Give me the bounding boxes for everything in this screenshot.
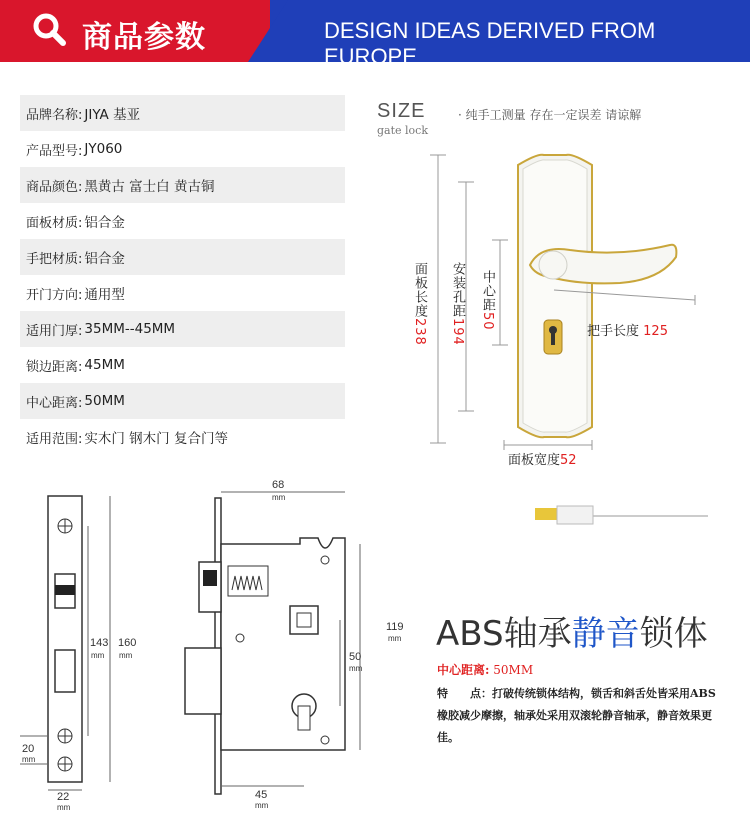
dim-22: 22 (57, 791, 70, 803)
header-slogan: DESIGN IDEAS DERIVED FROM EUROPE (324, 18, 656, 69)
dim-160: 160 (118, 637, 137, 649)
spec-value: 通用型 (84, 287, 125, 303)
spec-row (20, 419, 345, 455)
dim-unit: mm (272, 493, 286, 502)
spec-row (20, 383, 345, 419)
dim-unit: mm (255, 801, 269, 810)
spec-row (20, 131, 345, 167)
spec-value: 50MM (84, 393, 125, 409)
spec-key: 适用范围: (26, 431, 83, 447)
dim-68: 68 (272, 479, 285, 491)
spec-key: 锁边距离: (26, 359, 83, 375)
spec-key: 产品型号: (26, 143, 83, 159)
size-title: SIZE (377, 100, 426, 122)
latch-illustration (530, 500, 710, 530)
panel-length-label: 面板长度238 (412, 262, 427, 346)
abs-feature-text: 特 点：打破传统锁体结构，锁舌和斜舌处皆采用ABS橡胶减少摩擦，轴承处采用双滚轮静音轴承，静音效果更佳。 (437, 687, 716, 744)
spec-value: 铝合金 (84, 215, 125, 231)
spec-key: 品牌名称: (26, 107, 83, 123)
spec-key: 商品颜色: (26, 179, 83, 195)
spec-key: 手把材质: (26, 251, 83, 267)
spec-key: 适用门厚: (26, 323, 83, 339)
size-note: · 纯手工测量 存在一定误差 请谅解 (458, 108, 642, 122)
dim-143: 143 (90, 637, 109, 649)
lock-body-technical-drawing (0, 478, 420, 828)
dim-unit: mm (349, 664, 363, 673)
size-subtitle: gate lock (377, 124, 428, 137)
spec-value: 45MM (84, 357, 125, 373)
spec-key: 面板材质: (26, 215, 83, 231)
dim-unit: mm (91, 651, 105, 660)
dim-50: 50 (349, 651, 362, 663)
spec-table (20, 95, 345, 455)
dim-unit: mm (22, 755, 36, 764)
handle-length-label: 把手长度 125 (587, 324, 668, 339)
header-divider (248, 0, 288, 62)
spec-row (20, 347, 345, 383)
abs-center-distance: 中心距离: 50MM (437, 663, 534, 677)
page-title: 商品参数 (82, 20, 206, 55)
spec-value: 铝合金 (84, 251, 125, 267)
spec-value: 35MM--45MM (84, 321, 176, 337)
center-distance-label: 中心距50 (480, 270, 495, 331)
spec-key: 开门方向: (26, 287, 83, 303)
abs-title: ABS轴承静音锁体 (436, 614, 708, 654)
spec-row (20, 167, 345, 203)
dim-20: 20 (22, 743, 35, 755)
panel-width-label: 面板宽度52 (508, 453, 577, 468)
dim-unit: mm (119, 651, 133, 660)
spec-key: 中心距离: (26, 395, 83, 411)
spec-row (20, 239, 345, 275)
dim-unit: mm (57, 803, 71, 812)
dim-unit: mm (388, 634, 402, 643)
header-bar (0, 0, 750, 69)
dim-119: 119 (386, 621, 404, 633)
spec-row (20, 311, 345, 347)
spec-row (20, 203, 345, 239)
spec-value: 实木门 钢木门 复合门等 (84, 431, 228, 447)
spec-value: 黑黄古 富士白 黄古铜 (84, 179, 215, 195)
spec-row (20, 275, 345, 311)
search-icon (32, 12, 66, 46)
dim-45: 45 (255, 789, 268, 801)
spec-value: JIYA 基亚 (84, 107, 141, 123)
spec-row (20, 95, 345, 131)
spec-value: JY060 (84, 141, 123, 157)
hole-distance-label: 安装孔距194 (450, 262, 465, 346)
